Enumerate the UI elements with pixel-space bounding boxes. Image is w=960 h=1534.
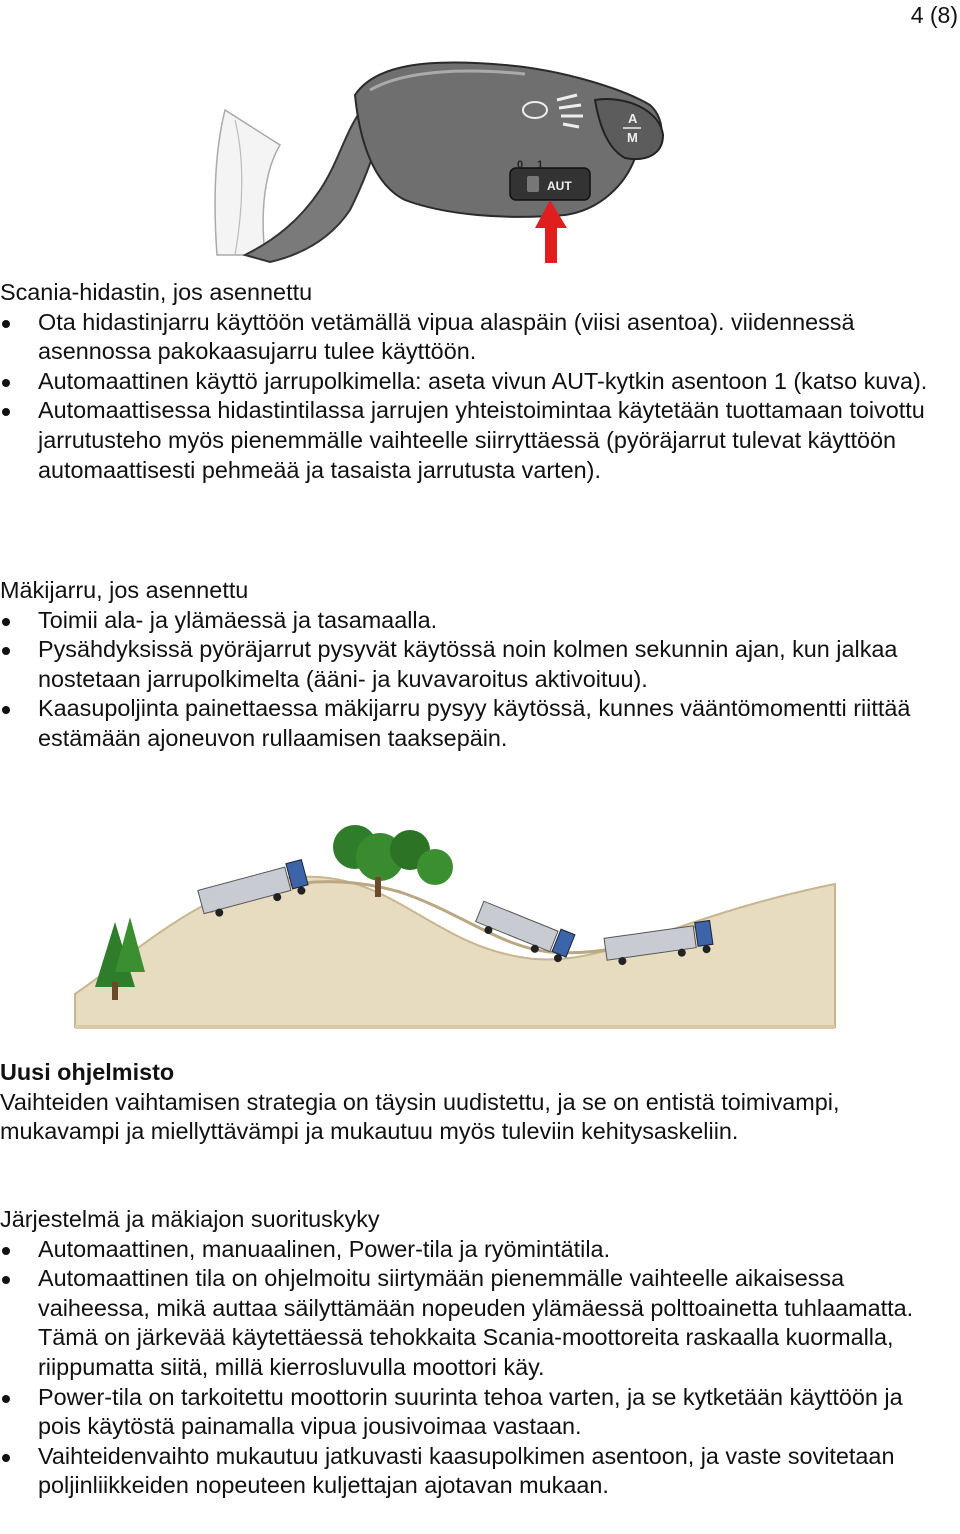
list-item: Kaasupoljinta painettaessa mäkijarru pysyy käytössä, kunnes vääntömomentti riittää estämään ajoneuvon rullaamisen taaksepäin. [38,695,911,751]
retarder-section [0,278,930,485]
list-item: Automaattinen, manuaalinen, Power-tila ja ryömintätila. [38,1235,611,1262]
list-item: Pysähdyksissä pyöräjarrut pysyvät käytössä noin kolmen sekunnin ajan, kun jalkaa nostetaan jarrupolkimelta (ääni- ja kuvavaroitus aktivoituu). [38,636,898,692]
m-label: M [627,130,638,145]
list-item: Ota hidastinjarru käyttöön vetämällä vipua alaspäin (viisi asentoa). viidennessä asennossa pakokaasujarru tulee käyttöön. [38,308,855,365]
software-heading: Uusi ohjelmisto [0,1059,175,1085]
aut-label: AUT [547,179,572,193]
retarder-heading: Scania-hidastin, jos asennettu [0,279,313,305]
hill-hold-section [0,576,930,754]
hill-hold-heading: Mäkijarru, jos asennettu [0,577,249,603]
list-item: Vaihteidenvaihto mukautuu jatkuvasti kaasupolkimen asentoon, ja vaste sovitetaan poljinliikkeiden nopeuteen kuljettajan ajotavan mukaan. [38,1442,895,1499]
software-body: Vaihteiden vaihtamisen strategia on täysin uudistettu, ja se on entistä toimivampi, mukavampi ja miellyttävämpi ja mukautuu myös tuleviin kehitysaskeliin. [0,1088,840,1145]
a-label: A [628,111,638,126]
list-item: Automaattinen käyttö jarrupolkimella: aseta vivun AUT-kytkin asentoon 1 (katso kuva). [38,367,928,394]
hill-trucks-illustration [70,822,840,1037]
list-item: Toimii ala- ja ylämäessä ja tasamaalla. [38,606,438,633]
software-section [0,1058,930,1147]
system-section [0,1205,930,1501]
list-item: Automaattinen tila on ohjelmoitu siirtymään pienemmälle vaihteelle aikaisessa vaiheessa, mikä auttaa säilyttämään nopeuden ylämäessä polttoainetta tuhlaamatta. Tämä on järkevää käytettäessä tehokkaita Scania-moottoreita raskaalla kuormalla, riippumatta siitä, millä kierrosluvulla moottori käy. [38,1265,914,1380]
retarder-lever-illustration [205,50,670,265]
position-0-label: 0 [517,159,524,171]
list-item: Power-tila on tarkoitettu moottorin suurinta tehoa varten, ja se kytketään käyttöön ja pois käytöstä painamalla vipua jousivoimaa vastaan. [38,1383,903,1440]
position-1-label: 1 [537,159,544,171]
system-heading: Järjestelmä ja mäkiajon suorituskyky [0,1206,380,1232]
list-item: Automaattisessa hidastintilassa jarrujen yhteistoimintaa käytetään tuottamaan toivottu jarrutusteho myös pienemmälle vaihteelle siirryttäessä (pyöräjarrut tulevat käyttöön automaattisesti pehmeää ja tasaista jarrutusta varten). [38,397,925,483]
page-number: 4 (8) [910,2,958,28]
